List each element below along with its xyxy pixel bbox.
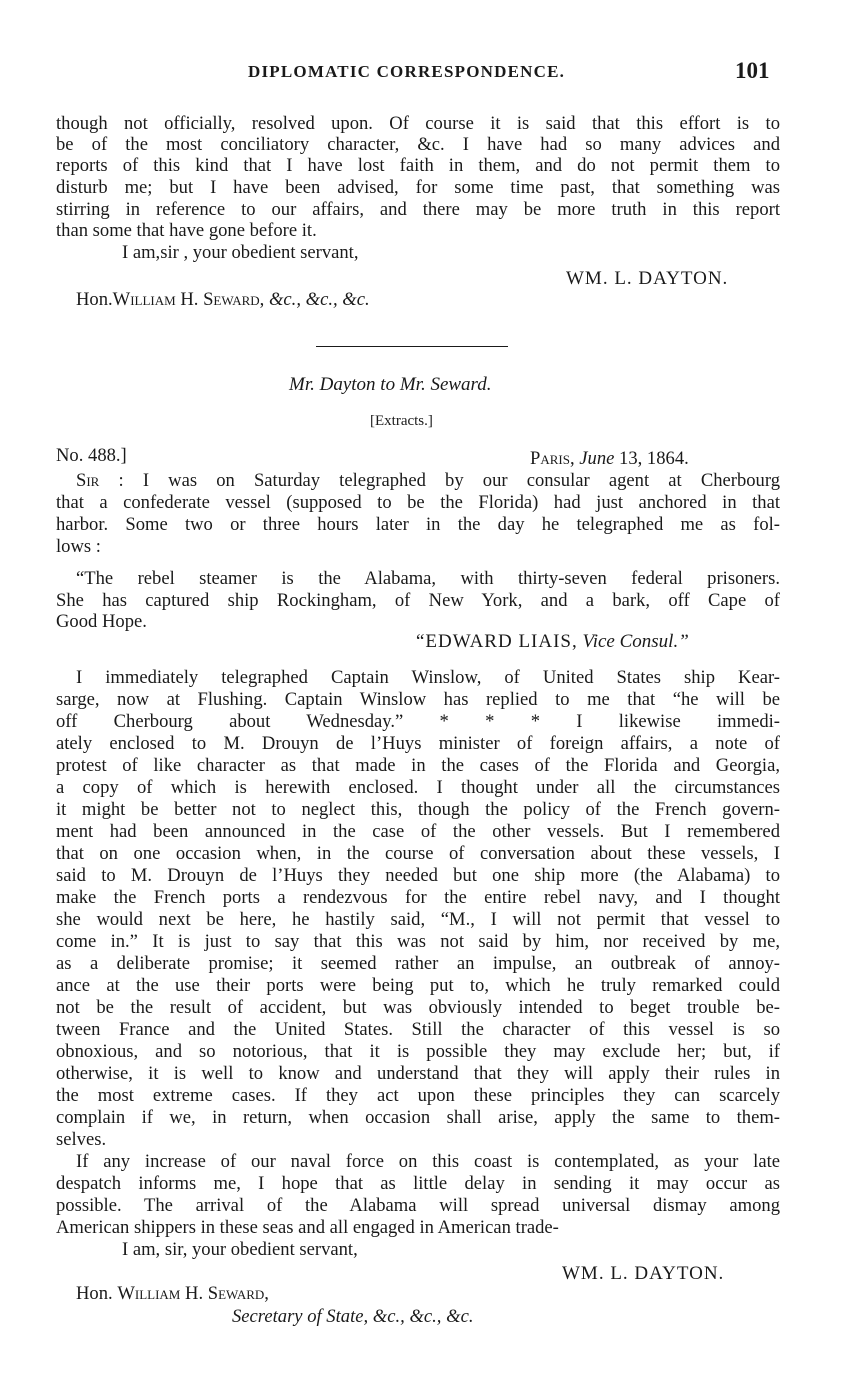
text-line: lows : (56, 536, 101, 557)
addressee-name: William H. Seward, (112, 289, 265, 310)
text-line: she would next be here, he hastily said, “M., I will not permit that vessel to (56, 909, 780, 930)
text-line: not be the result of accident, but was obviously intended to beget trouble be- (56, 997, 780, 1018)
text-line: as a deliberate promise; it seemed rather an impulse, an outbreak of annoy- (56, 953, 780, 974)
text-line: American shippers in these seas and all engaged in American trade- (56, 1217, 559, 1238)
text-line: obnoxious, and so notorious, that it is possible they may exclude her; but, if (56, 1041, 780, 1062)
text-line: make the French ports a rendezvous for the entire rebel navy, and I thought (56, 887, 780, 908)
intro-first-line: I was on Saturday telegraphed by our consular agent at Cherbourg (142, 470, 781, 491)
text-line: otherwise, it is well to know and understand that they will apply their rules in (56, 1063, 780, 1084)
text-line: that a confederate vessel (supposed to be the Florida) had just anchored in that (56, 492, 780, 513)
addressee (76, 289, 370, 311)
text-line: possible. The arrival of the Alabama will spread universal dismay among (56, 1195, 780, 1216)
addressee (76, 1283, 269, 1305)
text-line: it might be better not to neglect this, though the policy of the French govern- (56, 799, 780, 820)
text-line: harbor. Some two or three hours later in the day he telegraphed me as fol- (56, 514, 780, 535)
addressee-name: William H. Seward, (117, 1283, 269, 1304)
dateline-month: June (579, 448, 615, 469)
page-header-title: DIPLOMATIC CORRESPONDENCE. (248, 62, 566, 81)
text-line: that on one occasion when, in the course of conversation about these vessels, I (56, 843, 780, 864)
text-line: than some that have gone before it. (56, 220, 317, 241)
text-line: come in.” It is just to say that this was not said by him, nor received by me, (56, 931, 780, 952)
text-line: selves. (56, 1129, 107, 1150)
quote-line: She has captured ship Rockingham, of New York, and a bark, off Cape of (56, 590, 780, 611)
signature: WM. L. DAYTON. (562, 1263, 725, 1284)
text-line: off Cherbourg about Wednesday.” * * * I likewise immedi- (56, 711, 780, 732)
quote-signature-name: “EDWARD LIAIS, (416, 631, 578, 652)
closing-line: I am, sir, your obedient servant, (122, 1239, 358, 1260)
quote-signature (416, 631, 689, 653)
addressee-etc: &c., &c., &c. (268, 289, 370, 310)
text-line: tween France and the United States. Still the character of this vessel is so (56, 1019, 780, 1040)
text-line: If any increase of our naval force on this coast is contemplated, as your late (76, 1151, 780, 1172)
dateline-place: Paris, (530, 448, 575, 469)
addressee-hon: Hon. (76, 289, 113, 310)
text-line: protest of like character as that made in the cases of the Florida and Georgia, (56, 755, 780, 776)
despatch-number: No. 488.] (56, 445, 127, 466)
text-line: reports of this kind that I have lost faith in them, and do not permit them to (56, 155, 780, 176)
signature: WM. L. DAYTON. (566, 268, 729, 289)
text-line: though not officially, resolved upon. Of course it is said that this effort is to (56, 113, 780, 134)
text-line: ance at the use their ports were being put to, which he truly remarked could (56, 975, 780, 996)
text-line: I immediately telegraphed Captain Winslow, of United States ship Kear- (76, 667, 780, 688)
closing-line: I am,sir , your obedient servant, (122, 242, 359, 263)
letter-heading: Mr. Dayton to Mr. Seward. (289, 374, 492, 395)
text-line: be of the most conciliatory character, &c. I have had so many advices and (56, 134, 780, 155)
section-divider (316, 346, 508, 347)
dateline (530, 448, 689, 470)
addressee-title: Secretary of State, &c., &c., &c. (232, 1306, 474, 1327)
text-line: despatch informs me, I hope that as little delay in sending it may occur as (56, 1173, 780, 1194)
page-number: 101 (735, 58, 770, 83)
quote-signature-title: Vice Consul.” (582, 631, 689, 652)
text-line: complain if we, in return, when occasion shall arise, apply the same to them- (56, 1107, 780, 1128)
salutation: Sir : (76, 470, 124, 491)
salutation-line (76, 470, 780, 491)
text-line: said to M. Drouyn de l’Huys they needed but one ship more (the Alabama) to (56, 865, 780, 886)
text-line: disturb me; but I have been advised, for some time past, that something was (56, 177, 780, 198)
addressee-hon: Hon. (76, 1283, 113, 1304)
quote-line: “The rebel steamer is the Alabama, with thirty-seven federal prisoners. (76, 568, 780, 589)
text-line: stirring in reference to our affairs, and there may be more truth in this report (56, 199, 780, 220)
extracts-label: [Extracts.] (370, 413, 433, 429)
quote-line: Good Hope. (56, 611, 147, 632)
text-line: a copy of which is herewith enclosed. I thought under all the circumstances (56, 777, 780, 798)
text-line: ately enclosed to M. Drouyn de l’Huys minister of foreign affairs, a note of (56, 733, 780, 754)
text-line: sarge, now at Flushing. Captain Winslow has replied to me that “he will be (56, 689, 780, 710)
dateline-rest: 13, 1864. (619, 448, 689, 469)
text-line: ment had been announced in the case of the other vessels. But I remembered (56, 821, 780, 842)
text-line: the most extreme cases. If they act upon these principles they can scarcely (56, 1085, 780, 1106)
